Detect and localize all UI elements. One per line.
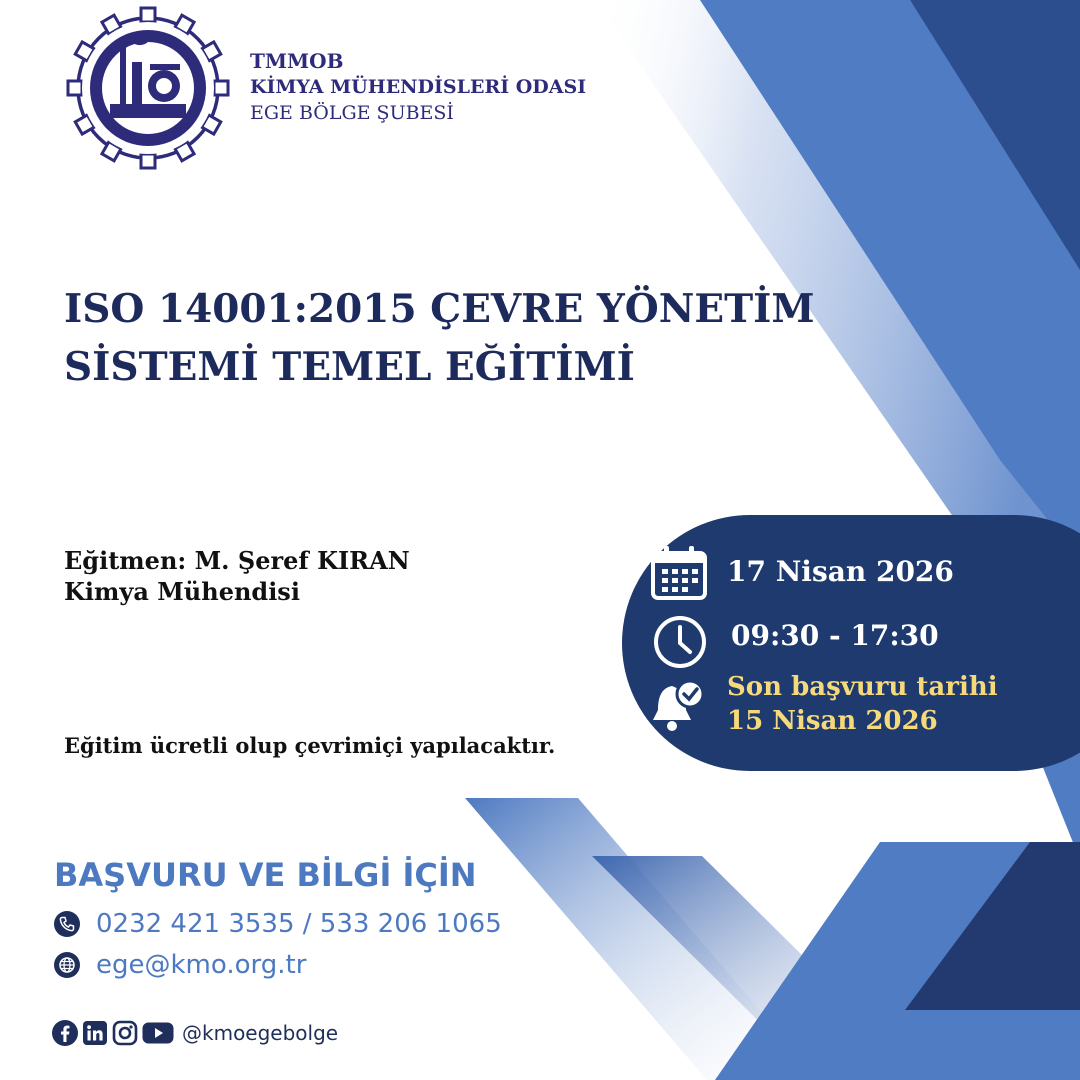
linkedin-icon[interactable] (82, 1020, 108, 1046)
clock-icon (652, 614, 708, 670)
social-links (52, 1018, 338, 1048)
title-line-2: SİSTEMİ TEMEL EĞİTİMİ (64, 344, 635, 390)
trainer-name: Eğitmen: M. Şeref KIRAN (64, 546, 410, 575)
trainer-info (64, 545, 410, 607)
globe-icon (54, 952, 80, 978)
email-row (54, 950, 306, 980)
training-note: Eğitim ücretli olup çevrimiçi yapılacaktır. (64, 733, 556, 758)
email-address[interactable]: ege@kmo.org.tr (96, 950, 307, 980)
org-line-2: KİMYA MÜHENDİSLERİ ODASI (250, 76, 587, 98)
org-line-1: TMMOB (250, 49, 344, 73)
event-time: 09:30 - 17:30 (731, 619, 939, 652)
contact-heading: BAŞVURU VE BİLGİ İÇİN (54, 856, 477, 894)
deadline-date: 15 Nisan 2026 (727, 706, 938, 736)
social-handle[interactable]: @kmoegebolge (182, 1021, 339, 1045)
organization-name (250, 48, 586, 126)
title-line-1: ISO 14001:2015 ÇEVRE YÖNETİM (64, 286, 815, 332)
instagram-icon[interactable] (112, 1020, 138, 1046)
facebook-icon[interactable] (52, 1020, 78, 1046)
page-title (64, 280, 824, 396)
calendar-icon (650, 545, 708, 601)
gear-factory-emblem-icon (64, 4, 232, 172)
trainer-profession: Kimya Mühendisi (64, 577, 300, 606)
event-date: 17 Nisan 2026 (727, 555, 954, 588)
youtube-icon[interactable] (142, 1020, 174, 1046)
deadline-label: Son başvuru tarihi (727, 672, 998, 702)
phone-row (54, 909, 502, 939)
phone-numbers[interactable]: 0232 421 3535 / 533 206 1065 (96, 909, 502, 939)
phone-icon (54, 911, 80, 937)
org-line-3: EGE BÖLGE ŞUBESİ (250, 102, 454, 124)
bell-check-icon (650, 678, 708, 734)
